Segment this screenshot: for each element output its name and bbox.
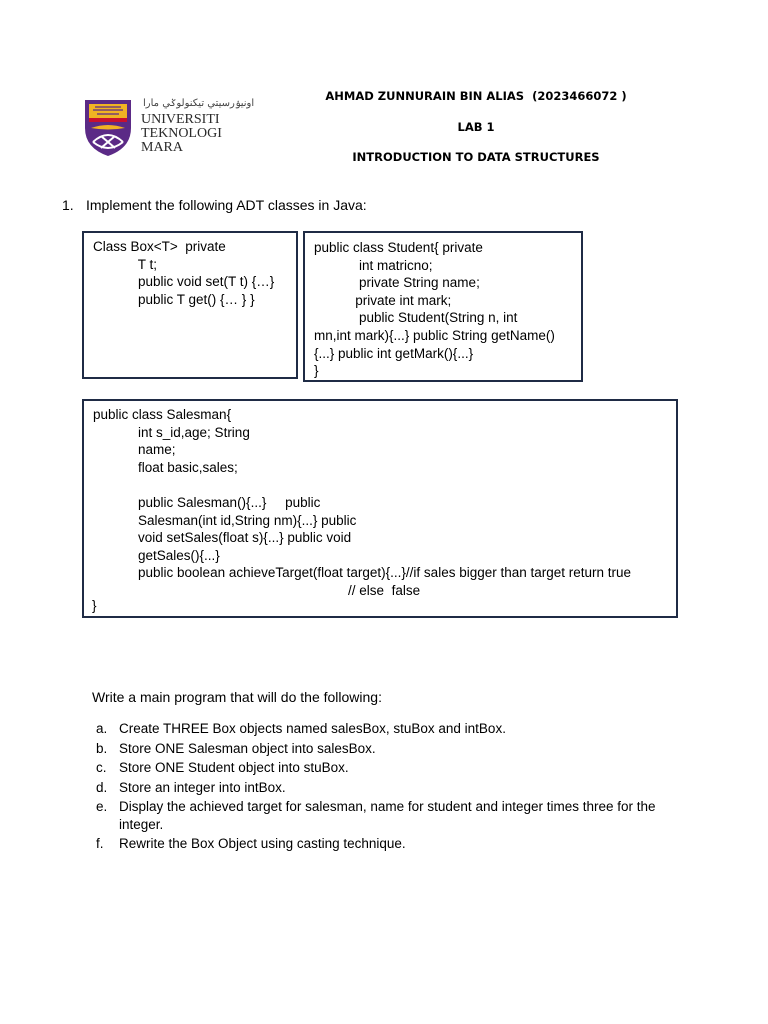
task-item <box>96 720 676 738</box>
university-logo <box>80 96 255 160</box>
instructions-intro: Write a main program that will do the following: <box>92 689 382 705</box>
task-letter: d. <box>96 779 108 795</box>
task-letter: a. <box>96 721 108 736</box>
logo-line-universiti: UNIVERSITI <box>141 112 220 127</box>
task-item <box>96 740 676 758</box>
university-crest-icon <box>83 98 133 158</box>
task-text: Store an integer into intBox. <box>119 779 286 795</box>
question-1 <box>62 197 367 213</box>
student-name-header: AHMAD ZUNNURAIN BIN ALIAS (2023466072 ) <box>325 89 627 103</box>
task-letter: c. <box>96 760 107 775</box>
box-class-code: Class Box<T> private T t; public void set(T t) {…} public T get() {… } } <box>82 231 298 379</box>
course-title: INTRODUCTION TO DATA STRUCTURES <box>352 150 600 164</box>
question-text: Implement the following ADT classes in Java: <box>86 197 367 213</box>
task-text: Store ONE Salesman object into salesBox. <box>119 740 376 756</box>
task-text: Create THREE Box objects named salesBox, stuBox and intBox. <box>119 721 506 736</box>
lab-title: LAB 1 <box>457 120 495 134</box>
logo-arabic-text: اونيۏرسيتي تيكنولوݢي مارا <box>143 98 255 109</box>
task-letter: f. <box>96 836 104 851</box>
task-item <box>96 835 676 853</box>
question-number: 1. <box>62 197 74 213</box>
logo-line-teknologi: TEKNOLOGI <box>141 126 222 141</box>
task-text: Store ONE Student object into stuBox. <box>119 760 349 775</box>
task-list <box>96 720 676 855</box>
salesman-class-code: public class Salesman{ int s_id,age; String name; float basic,sales; public Salesman(){...} public Salesman(int id,String nm){...} public void setSales(float s){...} public void getSales(){...} public boolean achieveTarget(float target){...}//if sales bigger than target return true // else false <box>82 399 678 618</box>
task-letter: b. <box>96 740 108 756</box>
task-text: Rewrite the Box Object using casting technique. <box>119 836 406 851</box>
task-letter: e. <box>96 799 108 814</box>
salesman-closing-brace: } <box>92 598 97 613</box>
task-text: Display the achieved target for salesman, name for student and integer times three for the integer. <box>119 799 656 832</box>
task-item <box>96 759 676 777</box>
student-class-code: public class Student{ private int matricno; private String name; private int mark; public Student(String n, int mn,int mark){...} public String getName() {...} public int getMark(){...} } <box>303 231 583 382</box>
logo-line-mara: MARA <box>141 140 184 155</box>
task-item <box>96 798 676 833</box>
task-item <box>96 779 676 797</box>
